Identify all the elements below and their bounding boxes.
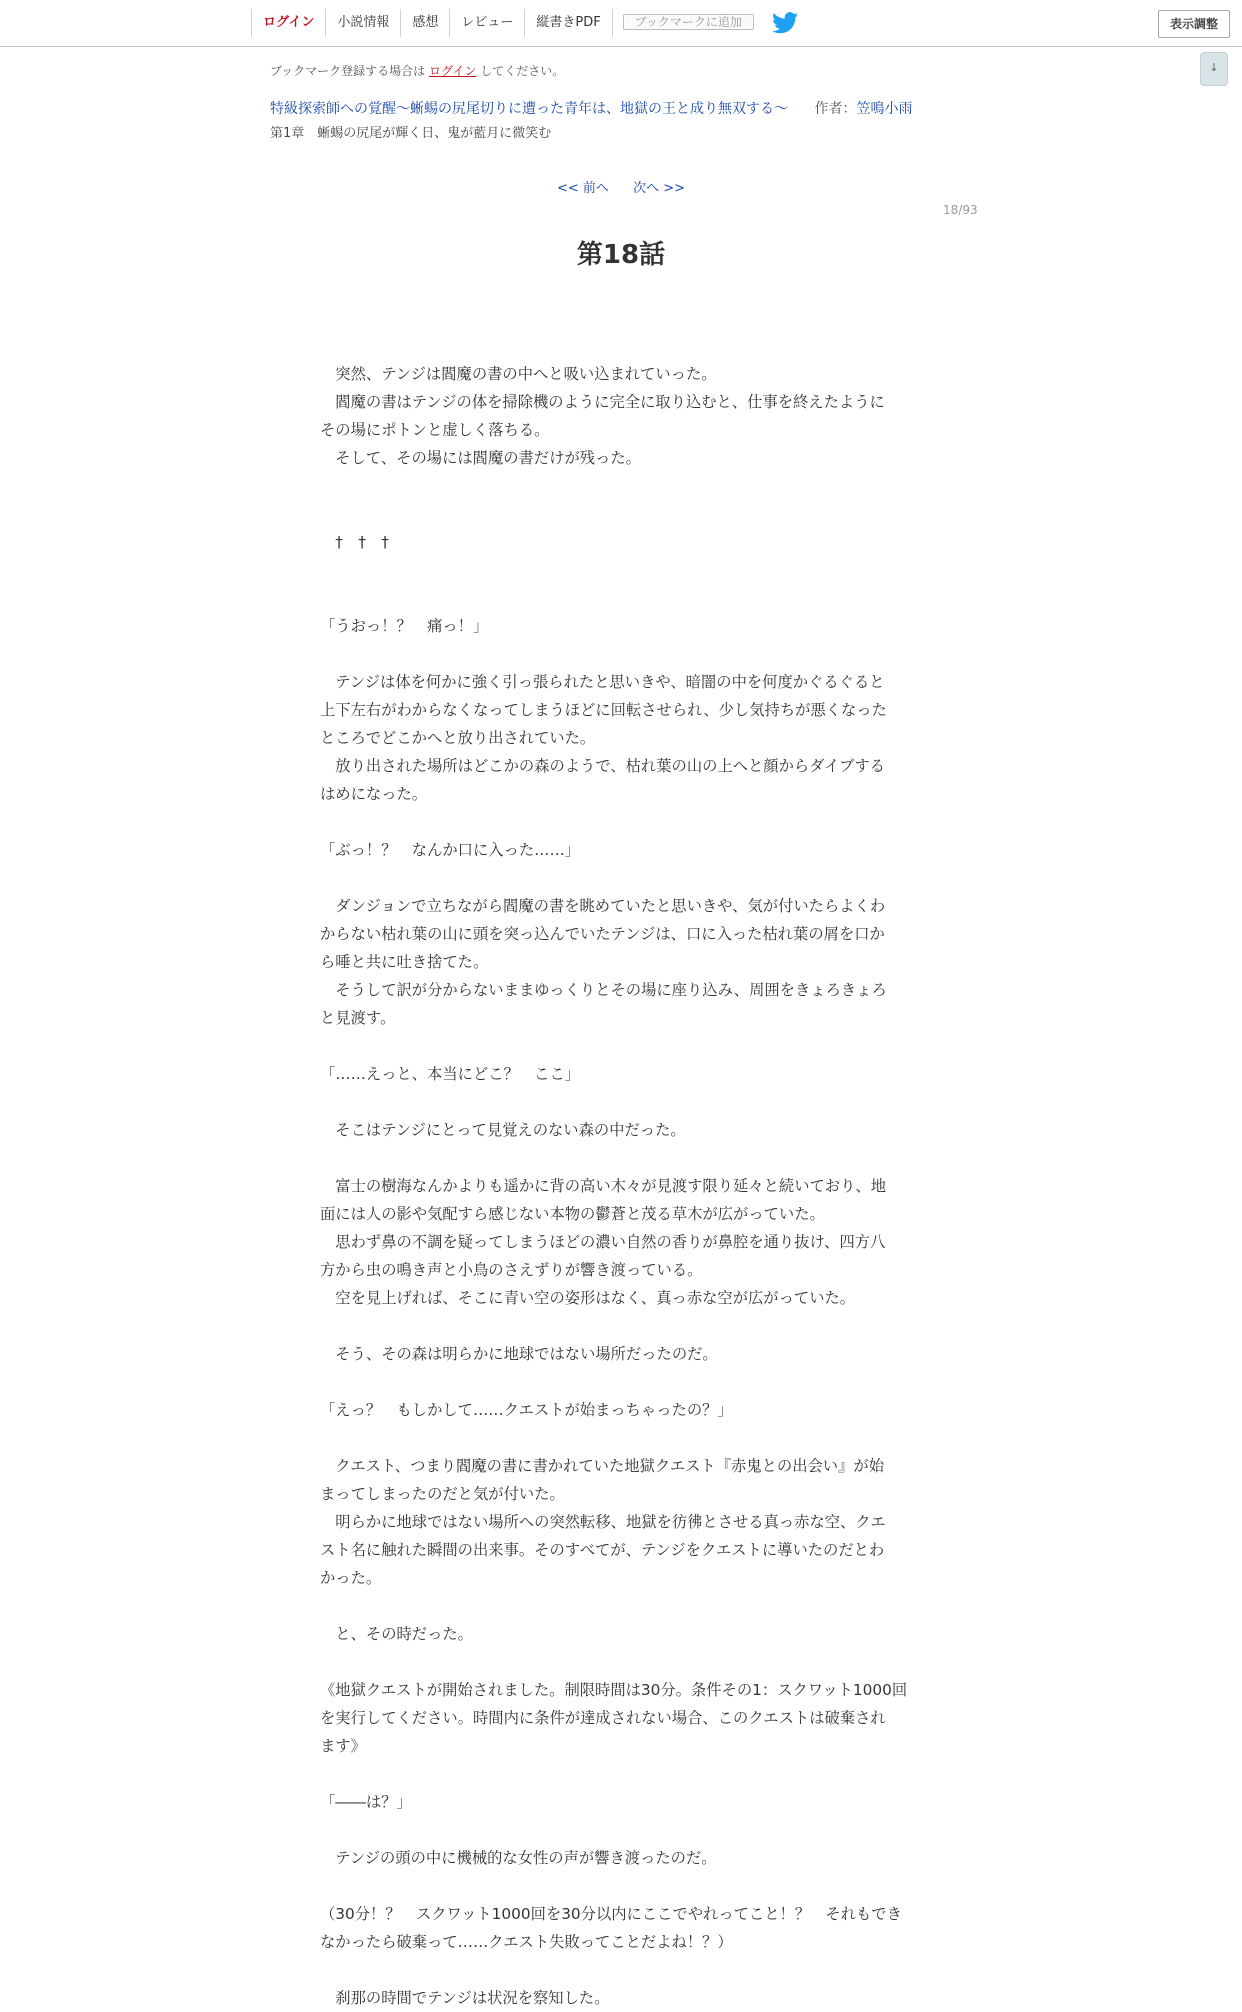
body-line: 「――は？」 <box>320 1793 412 1811</box>
episode-title: 第18話 <box>576 240 666 270</box>
episode-count: 18/93 <box>943 203 978 217</box>
display-settings-button[interactable]: 表示調整 <box>1158 10 1230 38</box>
body-line: 刹那の時間でテンジは状況を察知した。 <box>320 1989 610 2007</box>
body-line: 空を見上げれば、そこに青い空の姿形はなく、真っ赤な空が広がっていた。 <box>320 1289 856 1307</box>
body-line: クエスト、つまり閻魔の書に書かれていた地獄クエスト『赤鬼との出会い』が始 <box>320 1457 884 1475</box>
body-line: からない枯れ葉の山に頭を突っ込んでいたテンジは、口に入った枯れ葉の屑を口か <box>320 925 885 943</box>
body-line: そう、その森は明らかに地球ではない場所だったのだ。 <box>320 1345 718 1363</box>
body-line: 放り出された場所はどこかの森のようで、枯れ葉の山の上へと顔からダイブする <box>320 757 885 775</box>
body-line: そこはテンジにとって見覚えのない森の中だった。 <box>320 1121 686 1139</box>
body-line: かった。 <box>320 1569 382 1587</box>
body-line: はめになった。 <box>320 785 428 803</box>
body-line: 閻魔の書はテンジの体を掃除機のように完全に取り込むと、仕事を終えたように <box>320 393 885 411</box>
series-header <box>270 98 912 118</box>
body-line: （30分！？ スクワット1000回を30分以内にここでやれってこと！？ それもでき <box>320 1905 902 1923</box>
body-line <box>320 1424 920 1452</box>
body-line: ます》 <box>320 1737 366 1755</box>
body-line: そうして訳が分からないままゆっくりとその場に座り込み、周囲をきょろきょろ <box>320 981 887 999</box>
body-line <box>320 1956 920 1984</box>
body-line <box>320 1872 920 1900</box>
body-line <box>320 1312 920 1340</box>
body-line: 思わず鼻の不調を疑ってしまうほどの濃い自然の香りが鼻腔を通り抜け、四方八 <box>320 1233 886 1251</box>
twitter-icon[interactable] <box>772 12 798 34</box>
body-line: ところでどこかへと放り出されていた。 <box>320 729 596 747</box>
body-line: 面には人の影や気配すら感じない本物の鬱蒼と茂る草木が広がっていた。 <box>320 1205 825 1223</box>
nav-menu <box>251 0 798 46</box>
body-line: 「……えっと、本当にどこ？ ここ」 <box>320 1065 581 1083</box>
nav-impressions-link[interactable]: 感想 <box>400 9 449 37</box>
body-line: ダンジョンで立ちながら閻魔の書を眺めていたと思いきや、気が付いたらよくわ <box>320 897 886 915</box>
body-line <box>320 1592 920 1620</box>
body-line: 突然、テンジは閻魔の書の中へと吸い込まれていった。 <box>320 365 717 383</box>
body-line: 《地獄クエストが開始されました。制限時間は30分。条件その1：スクワット1000回 <box>320 1681 908 1699</box>
episode-pager <box>0 177 1242 196</box>
series-title-link[interactable]: 特級探索師への覚醒～蜥蜴の尻尾切りに遭った青年は、地獄の王と成り無双する～ <box>270 101 788 117</box>
notice-prefix: ブックマーク登録する場合は <box>270 64 426 78</box>
prev-episode-link[interactable]: << 前へ <box>557 181 609 196</box>
nav-novel-info-link[interactable]: 小説情報 <box>325 9 400 37</box>
body-line <box>320 472 920 500</box>
nav-login-link[interactable]: ログイン <box>251 9 325 37</box>
bookmark-container <box>612 9 754 37</box>
top-navigation-bar <box>0 0 1242 47</box>
body-line: を実行してください。時間内に条件が達成されない場合、このクエストは破棄され <box>320 1709 886 1727</box>
body-line <box>320 1368 920 1396</box>
body-line <box>320 1032 920 1060</box>
notice-login-link[interactable]: ログイン <box>429 64 477 78</box>
body-line <box>320 1648 920 1676</box>
body-line <box>320 1088 920 1116</box>
body-line: 上下左右がわからなくなってしまうほどに回転させられ、少し気持ちが悪くなった <box>320 701 887 719</box>
body-line: テンジは体を何かに強く引っ張られたと思いきや、暗闇の中を何度かぐるぐると <box>320 673 885 691</box>
body-line: 方から虫の鳴き声と小鳥のさえずりが響き渡っている。 <box>320 1261 703 1279</box>
episode-body <box>320 360 920 2012</box>
body-line: 「えっ？ もしかして……クエストが始まっちゃったの？」 <box>320 1401 733 1419</box>
nav-review-link[interactable]: レビュー <box>449 9 524 37</box>
body-line: ら唾と共に吐き捨てた。 <box>320 953 489 971</box>
bookmark-login-notice <box>270 62 564 79</box>
body-line: そして、その場には閻魔の書だけが残った。 <box>320 449 641 467</box>
body-line: 明らかに地球ではない場所への突然転移、地獄を彷彿とさせる真っ赤な空、クエ <box>320 1513 886 1531</box>
body-line: 「ぶっ！？ なんか口に入った……」 <box>320 841 581 859</box>
body-line: と、その時だった。 <box>320 1625 473 1643</box>
body-line: その場にポトンと虚しく落ちる。 <box>320 421 550 439</box>
body-line: なかったら破棄って……クエスト失敗ってことだよね！？） <box>320 1933 733 1951</box>
body-line: 「うおっ！？ 痛っ！」 <box>320 617 489 635</box>
body-line <box>320 584 920 612</box>
body-line <box>320 556 920 584</box>
add-bookmark-button[interactable]: ブックマークに追加 <box>623 14 754 30</box>
body-line <box>320 1760 920 1788</box>
body-line <box>320 500 920 528</box>
body-line: まってしまったのだと気が付いた。 <box>320 1485 565 1503</box>
notice-suffix: してください。 <box>480 64 565 78</box>
body-line: テンジの頭の中に機械的な女性の声が響き渡ったのだ。 <box>320 1849 717 1867</box>
body-line <box>320 640 920 668</box>
body-line: スト名に触れた瞬間の出来事。そのすべてが、テンジをクエストに導いたのだとわ <box>320 1541 885 1559</box>
body-line <box>320 864 920 892</box>
body-line: † † † <box>320 533 389 551</box>
body-line: と見渡す。 <box>320 1009 396 1027</box>
chapter-title: 第1章 蜥蜴の尻尾が輝く日、鬼が藍月に微笑む <box>270 126 552 141</box>
body-line <box>320 1144 920 1172</box>
nav-vertical-pdf-link[interactable]: 縦書きPDF <box>524 9 611 37</box>
body-line <box>320 808 920 836</box>
body-line: 富士の樹海なんかよりも遥かに背の高い木々が見渡す限り延々と続いており、地 <box>320 1177 886 1195</box>
scroll-down-button[interactable]: ↓ <box>1200 52 1228 86</box>
author-label: 作者： <box>814 101 857 117</box>
next-episode-link[interactable]: 次へ >> <box>633 181 685 196</box>
author-link[interactable]: 笠鳴小雨 <box>856 101 913 117</box>
body-line <box>320 1816 920 1844</box>
